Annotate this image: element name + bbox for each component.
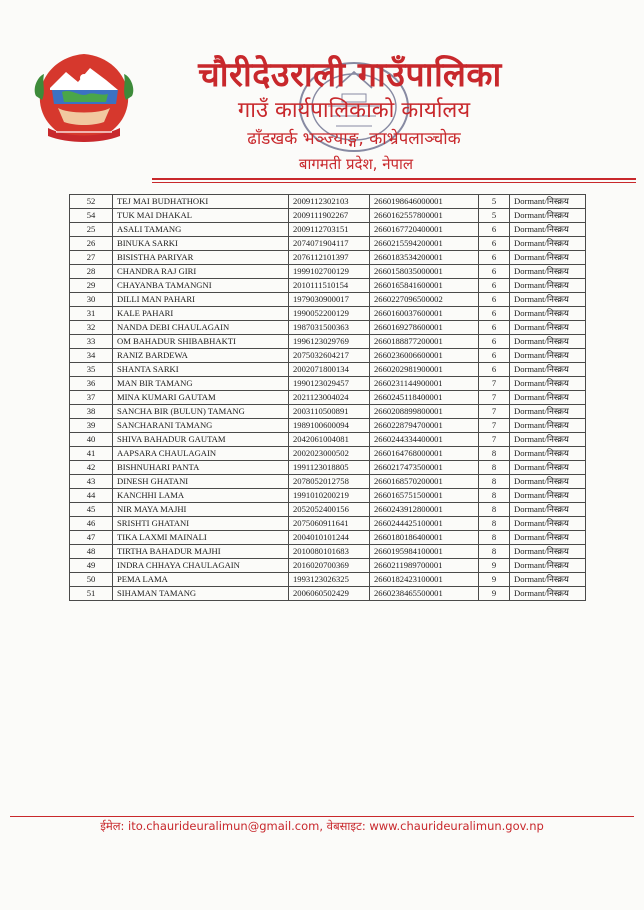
- account-status-cell: Dormant/निस्क्रय: [510, 587, 586, 601]
- account-number-cell: 2660231144900001: [370, 377, 479, 391]
- serial-number-cell: 35: [70, 363, 113, 377]
- name-cell: MAN BIR TAMANG: [113, 377, 289, 391]
- serial-number-cell: 49: [70, 559, 113, 573]
- name-cell: DINESH GHATANI: [113, 475, 289, 489]
- serial-number-cell: 42: [70, 461, 113, 475]
- serial-number-cell: 34: [70, 349, 113, 363]
- table-row: [70, 517, 586, 531]
- citizenship-number-cell: 2021123004024: [289, 391, 370, 405]
- table-row: [70, 531, 586, 545]
- table-row: [70, 195, 586, 209]
- account-number-cell: 2660180186400001: [370, 531, 479, 545]
- table-row: [70, 433, 586, 447]
- account-status-cell: Dormant/निस्क्रय: [510, 405, 586, 419]
- account-status-cell: Dormant/निस्क्रय: [510, 195, 586, 209]
- office-address: ढाँडखर्क भञ्ज्याङ्ग, काभ्रेपलाञ्चोक: [247, 129, 461, 149]
- serial-number-cell: 27: [70, 251, 113, 265]
- table-row: [70, 335, 586, 349]
- serial-number-cell: 36: [70, 377, 113, 391]
- citizenship-number-cell: 1991123018805: [289, 461, 370, 475]
- serial-number-cell: 30: [70, 293, 113, 307]
- serial-number-cell: 25: [70, 223, 113, 237]
- ward-number-cell: 8: [479, 461, 510, 475]
- account-number-cell: 2660215594200001: [370, 237, 479, 251]
- account-status-cell: Dormant/निस्क्रय: [510, 517, 586, 531]
- citizenship-number-cell: 1996123029769: [289, 335, 370, 349]
- account-status-cell: Dormant/निस्क्रय: [510, 237, 586, 251]
- account-number-cell: 2660228794700001: [370, 419, 479, 433]
- account-number-cell: 2660165841600001: [370, 279, 479, 293]
- name-cell: AAPSARA CHAULAGAIN: [113, 447, 289, 461]
- account-status-cell: Dormant/निस्क्रय: [510, 279, 586, 293]
- account-number-cell: 2660211989700001: [370, 559, 479, 573]
- account-status-cell: Dormant/निस्क्रय: [510, 223, 586, 237]
- citizenship-number-cell: 1990052200129: [289, 307, 370, 321]
- ward-number-cell: 8: [479, 545, 510, 559]
- account-status-cell: Dormant/निस्क्रय: [510, 349, 586, 363]
- name-cell: DILLI MAN PAHARI: [113, 293, 289, 307]
- name-cell: BISHNUHARI PANTA: [113, 461, 289, 475]
- citizenship-number-cell: 2075032604217: [289, 349, 370, 363]
- account-number-cell: 2660244334400001: [370, 433, 479, 447]
- municipality-title: चौरीदेउराली गाउँपालिका: [198, 55, 502, 95]
- citizenship-number-cell: 2009112703151: [289, 223, 370, 237]
- ward-number-cell: 8: [479, 447, 510, 461]
- account-status-cell: Dormant/निस्क्रय: [510, 475, 586, 489]
- account-number-cell: 2660236006600001: [370, 349, 479, 363]
- account-number-cell: 2660164768000001: [370, 447, 479, 461]
- citizenship-number-cell: 2076112101397: [289, 251, 370, 265]
- ward-number-cell: 8: [479, 531, 510, 545]
- account-number-cell: 2660183534200001: [370, 251, 479, 265]
- name-cell: KANCHHI LAMA: [113, 489, 289, 503]
- citizenship-number-cell: 1993123026325: [289, 573, 370, 587]
- account-number-cell: 2660208899800001: [370, 405, 479, 419]
- table-row: [70, 503, 586, 517]
- citizenship-number-cell: 2006060502429: [289, 587, 370, 601]
- serial-number-cell: 54: [70, 209, 113, 223]
- account-status-cell: Dormant/निस्क्रय: [510, 419, 586, 433]
- account-number-cell: 2660182423100001: [370, 573, 479, 587]
- name-cell: CHAYANBA TAMANGNI: [113, 279, 289, 293]
- table-row: [70, 559, 586, 573]
- table-row: [70, 293, 586, 307]
- citizenship-number-cell: 2003110500891: [289, 405, 370, 419]
- citizenship-number-cell: 2042061004081: [289, 433, 370, 447]
- serial-number-cell: 32: [70, 321, 113, 335]
- citizenship-number-cell: 2078052012758: [289, 475, 370, 489]
- account-status-cell: Dormant/निस्क्रय: [510, 433, 586, 447]
- name-cell: RANIZ BARDEWA: [113, 349, 289, 363]
- serial-number-cell: 51: [70, 587, 113, 601]
- name-cell: SHIVA BAHADUR GAUTAM: [113, 433, 289, 447]
- account-number-cell: 2660217473500001: [370, 461, 479, 475]
- account-number-cell: 2660167720400001: [370, 223, 479, 237]
- ward-number-cell: 7: [479, 377, 510, 391]
- account-status-cell: Dormant/निस्क्रय: [510, 503, 586, 517]
- citizenship-number-cell: 2009111902267: [289, 209, 370, 223]
- ward-number-cell: 7: [479, 419, 510, 433]
- account-number-cell: 2660244425100001: [370, 517, 479, 531]
- account-number-cell: 2660227096500002: [370, 293, 479, 307]
- account-number-cell: 2660238465500001: [370, 587, 479, 601]
- name-cell: NIR MAYA MAJHI: [113, 503, 289, 517]
- table-row: [70, 573, 586, 587]
- citizenship-number-cell: 1999102700129: [289, 265, 370, 279]
- citizenship-number-cell: 2016020700369: [289, 559, 370, 573]
- serial-number-cell: 29: [70, 279, 113, 293]
- dormant-accounts-table: [69, 194, 586, 601]
- ward-number-cell: 9: [479, 559, 510, 573]
- name-cell: TUK MAI DHAKAL: [113, 209, 289, 223]
- account-status-cell: Dormant/निस्क्रय: [510, 321, 586, 335]
- ward-number-cell: 6: [479, 251, 510, 265]
- ward-number-cell: 6: [479, 307, 510, 321]
- citizenship-number-cell: 1987031500363: [289, 321, 370, 335]
- table-row: [70, 447, 586, 461]
- account-status-cell: Dormant/निस्क्रय: [510, 545, 586, 559]
- ward-number-cell: 7: [479, 405, 510, 419]
- ward-number-cell: 6: [479, 223, 510, 237]
- ward-number-cell: 9: [479, 573, 510, 587]
- account-status-cell: Dormant/निस्क्रय: [510, 251, 586, 265]
- citizenship-number-cell: 2075060911641: [289, 517, 370, 531]
- name-cell: PEMA LAMA: [113, 573, 289, 587]
- name-cell: ASALI TAMANG: [113, 223, 289, 237]
- serial-number-cell: 28: [70, 265, 113, 279]
- citizenship-number-cell: 2002071800134: [289, 363, 370, 377]
- ward-number-cell: 6: [479, 293, 510, 307]
- serial-number-cell: 52: [70, 195, 113, 209]
- ward-number-cell: 5: [479, 195, 510, 209]
- name-cell: TIRTHA BAHADUR MAJHI: [113, 545, 289, 559]
- account-number-cell: 2660158035000001: [370, 265, 479, 279]
- account-number-cell: 2660162557800001: [370, 209, 479, 223]
- citizenship-number-cell: 2010111510154: [289, 279, 370, 293]
- serial-number-cell: 38: [70, 405, 113, 419]
- ward-number-cell: 6: [479, 349, 510, 363]
- name-cell: TIKA LAXMI MAINALI: [113, 531, 289, 545]
- ward-number-cell: 6: [479, 363, 510, 377]
- footer-contact: ईमेल: ito.chaurideuralimun@gmail.com, वेबसाइट: www.chaurideuralimun.gov.np: [100, 819, 544, 833]
- ward-number-cell: 8: [479, 489, 510, 503]
- citizenship-number-cell: 2074071904117: [289, 237, 370, 251]
- account-status-cell: Dormant/निस्क्रय: [510, 265, 586, 279]
- name-cell: BINUKA SARKI: [113, 237, 289, 251]
- name-cell: MINA KUMARI GAUTAM: [113, 391, 289, 405]
- account-number-cell: 2660169278600001: [370, 321, 479, 335]
- table-row: [70, 279, 586, 293]
- citizenship-number-cell: 1989100600094: [289, 419, 370, 433]
- account-status-cell: Dormant/निस्क्रय: [510, 293, 586, 307]
- serial-number-cell: 26: [70, 237, 113, 251]
- name-cell: CHANDRA RAJ GIRI: [113, 265, 289, 279]
- table-row: [70, 349, 586, 363]
- account-status-cell: Dormant/निस्क्रय: [510, 559, 586, 573]
- account-number-cell: 2660168570200001: [370, 475, 479, 489]
- ward-number-cell: 6: [479, 237, 510, 251]
- table-row: [70, 587, 586, 601]
- table-row: [70, 223, 586, 237]
- name-cell: SIHAMAN TAMANG: [113, 587, 289, 601]
- ward-number-cell: 8: [479, 503, 510, 517]
- account-number-cell: 2660165751500001: [370, 489, 479, 503]
- account-number-cell: 2660243912800001: [370, 503, 479, 517]
- account-number-cell: 2660195984100001: [370, 545, 479, 559]
- name-cell: SHANTA SARKI: [113, 363, 289, 377]
- citizenship-number-cell: 1991010200219: [289, 489, 370, 503]
- ward-number-cell: 9: [479, 587, 510, 601]
- table-row: [70, 321, 586, 335]
- account-status-cell: Dormant/निस्क्रय: [510, 573, 586, 587]
- serial-number-cell: 37: [70, 391, 113, 405]
- office-name: गाउँ कार्यपालिकाको कार्यालय: [237, 98, 471, 123]
- name-cell: OM BAHADUR SHIBABHAKTI: [113, 335, 289, 349]
- account-number-cell: 2660198646000001: [370, 195, 479, 209]
- table-row: [70, 545, 586, 559]
- table-row: [70, 419, 586, 433]
- serial-number-cell: 41: [70, 447, 113, 461]
- table-row: [70, 363, 586, 377]
- account-status-cell: Dormant/निस्क्रय: [510, 377, 586, 391]
- footer-divider: [10, 816, 634, 817]
- ward-number-cell: 5: [479, 209, 510, 223]
- citizenship-number-cell: 1990123029457: [289, 377, 370, 391]
- serial-number-cell: 43: [70, 475, 113, 489]
- table-row: [70, 391, 586, 405]
- ward-number-cell: 7: [479, 391, 510, 405]
- citizenship-number-cell: 2052052400156: [289, 503, 370, 517]
- account-status-cell: Dormant/निस्क्रय: [510, 531, 586, 545]
- account-status-cell: Dormant/निस्क्रय: [510, 307, 586, 321]
- table-row: [70, 265, 586, 279]
- table-row: [70, 237, 586, 251]
- ward-number-cell: 6: [479, 279, 510, 293]
- name-cell: KALE PAHARI: [113, 307, 289, 321]
- account-status-cell: Dormant/निस्क्रय: [510, 489, 586, 503]
- account-number-cell: 2660202981900001: [370, 363, 479, 377]
- serial-number-cell: 33: [70, 335, 113, 349]
- serial-number-cell: 50: [70, 573, 113, 587]
- table-row: [70, 475, 586, 489]
- table-row: [70, 377, 586, 391]
- citizenship-number-cell: 2002023000502: [289, 447, 370, 461]
- citizenship-number-cell: 1979030900017: [289, 293, 370, 307]
- name-cell: TEJ MAI BUDHATHOKI: [113, 195, 289, 209]
- citizenship-number-cell: 2010080101683: [289, 545, 370, 559]
- name-cell: SANCHA BIR (BULUN) TAMANG: [113, 405, 289, 419]
- table-row: [70, 209, 586, 223]
- table-row: [70, 461, 586, 475]
- serial-number-cell: 31: [70, 307, 113, 321]
- header-divider-thin: [152, 182, 636, 183]
- account-status-cell: Dormant/निस्क्रय: [510, 363, 586, 377]
- serial-number-cell: 48: [70, 545, 113, 559]
- name-cell: SANCHARANI TAMANG: [113, 419, 289, 433]
- account-status-cell: Dormant/निस्क्रय: [510, 391, 586, 405]
- account-number-cell: 2660160037600001: [370, 307, 479, 321]
- account-number-cell: 2660245118400001: [370, 391, 479, 405]
- citizenship-number-cell: 2009112302103: [289, 195, 370, 209]
- serial-number-cell: 39: [70, 419, 113, 433]
- serial-number-cell: 45: [70, 503, 113, 517]
- province-country: बागमती प्रदेश, नेपाल: [298, 155, 414, 173]
- table-row: [70, 489, 586, 503]
- table-row: [70, 251, 586, 265]
- ward-number-cell: 6: [479, 265, 510, 279]
- account-status-cell: Dormant/निस्क्रय: [510, 335, 586, 349]
- ward-number-cell: 8: [479, 517, 510, 531]
- name-cell: BISISTHA PARIYAR: [113, 251, 289, 265]
- name-cell: SRISHTI GHATANI: [113, 517, 289, 531]
- table-row: [70, 405, 586, 419]
- account-status-cell: Dormant/निस्क्रय: [510, 447, 586, 461]
- table-row: [70, 307, 586, 321]
- serial-number-cell: 44: [70, 489, 113, 503]
- ward-number-cell: 6: [479, 335, 510, 349]
- account-status-cell: Dormant/निस्क्रय: [510, 209, 586, 223]
- name-cell: INDRA CHHAYA CHAULAGAIN: [113, 559, 289, 573]
- ward-number-cell: 8: [479, 475, 510, 489]
- serial-number-cell: 46: [70, 517, 113, 531]
- account-number-cell: 2660188877200001: [370, 335, 479, 349]
- ward-number-cell: 7: [479, 433, 510, 447]
- citizenship-number-cell: 2004010101244: [289, 531, 370, 545]
- name-cell: NANDA DEBI CHAULAGAIN: [113, 321, 289, 335]
- ward-number-cell: 6: [479, 321, 510, 335]
- serial-number-cell: 40: [70, 433, 113, 447]
- serial-number-cell: 47: [70, 531, 113, 545]
- header-divider: [152, 178, 636, 180]
- account-status-cell: Dormant/निस्क्रय: [510, 461, 586, 475]
